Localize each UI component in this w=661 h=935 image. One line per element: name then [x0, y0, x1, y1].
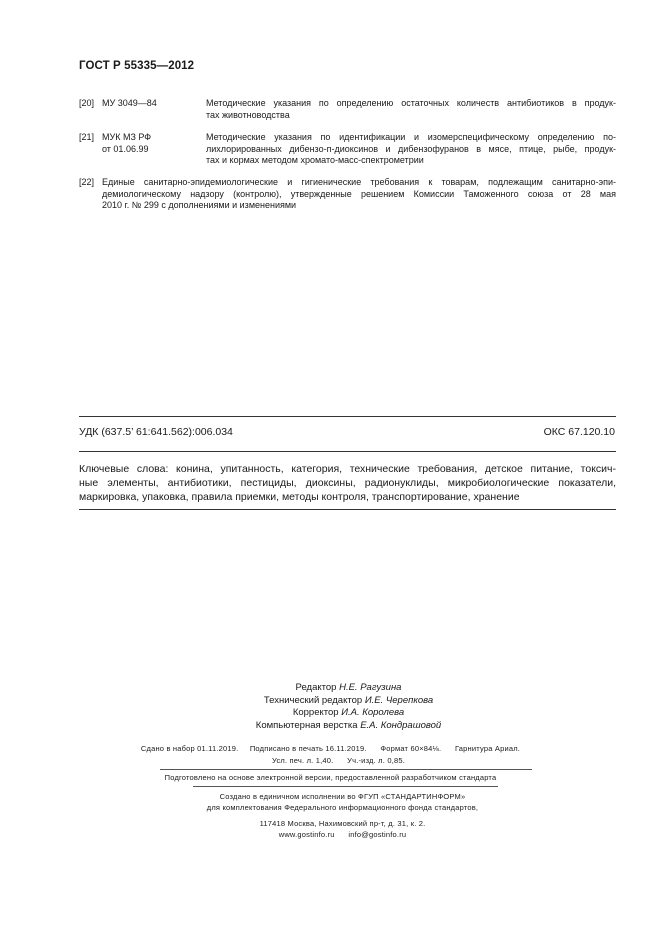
keywords-line: Ключевые слова: конина, упитанность, категория, технические требования, детское питание, токсич- [79, 463, 616, 475]
reference-code [102, 98, 202, 110]
publisher-contacts: www.gostinfo.ru info@gostinfo.ru [278, 830, 407, 839]
reference-code [102, 132, 202, 155]
reference-text-line: 2010 г. № 299 с дополнениями и изменениями [102, 200, 297, 210]
publication-sheets: Усл. печ. л. 1,40. Уч.-изд. л. 0,85. [271, 756, 406, 765]
keywords [79, 462, 616, 504]
reference-text-line: Единые санитарно-эпидемиологические и гигиенические требования к товарам, подлежащим санитарно-эпи- [102, 177, 616, 187]
editor-role: Технический редактор [263, 694, 363, 706]
publication-source-note: Подготовлено на основе электронной версии, предоставленной разработчиком стандарта [164, 773, 497, 782]
reference-entry [79, 177, 616, 213]
reference-code-line: от 01.06.99 [102, 143, 149, 154]
divider [79, 416, 616, 417]
editor-credit [0, 695, 661, 708]
publisher-line: Создано в единичном исполнении во ФГУП «СТАНДАРТИНФОРМ» [219, 792, 466, 801]
reference-number: [21] [79, 132, 95, 142]
reference-text-line: демиологическому надзору (контролю), утвержденные решением Комиссии Таможенного союза от 28 мая [102, 188, 616, 199]
reference-entry [79, 98, 616, 122]
editor-name: И.А. Королева [341, 707, 405, 718]
divider [193, 786, 498, 787]
publication-details: Сдано в набор 01.11.2019. Подписано в печать 16.11.2019. Формат 60×84⅛. Гарнитура Ариал. [140, 744, 521, 753]
reference-code-line: МУК МЗ РФ [102, 132, 152, 142]
editorial-credits [0, 682, 661, 732]
reference-number: [20] [79, 98, 95, 108]
editor-role: Корректор [292, 707, 339, 718]
reference-text-line: тах животноводства [206, 109, 290, 120]
reference-text [102, 177, 616, 212]
reference-text-line: тах и кормах методом хромато-масс-спектрометрии [206, 155, 424, 165]
editor-name: Е.А. Кондрашовой [360, 719, 442, 731]
divider [160, 769, 532, 770]
editor-credit [0, 707, 661, 720]
publisher-line: для комплектования Федерального информационного фонда стандартов, [206, 803, 479, 812]
reference-entry [79, 132, 616, 168]
editor-role: Компьютерная верстка [255, 719, 358, 731]
editor-credit [0, 720, 661, 733]
oks-code: ОКС 67.120.10 [543, 426, 615, 438]
editor-role: Редактор [295, 682, 337, 693]
reference-text [206, 132, 616, 167]
document-header: ГОСТ Р 55335—2012 [79, 60, 195, 72]
keywords-line: ные элементы, антибиотики, пестициды, диоксины, радионуклиды, микробиологические показатели, [79, 477, 616, 489]
editor-credit [0, 682, 661, 695]
publisher-address: 117418 Москва, Нахимовский пр-т, д. 31, к. 2. [259, 819, 426, 828]
reference-text-line: лихлорированных дибензо-п-диоксинов и дибензофуранов в мясе, птице, рыбе, продук- [206, 143, 616, 154]
udk-code: УДК (637.5’ 61:641.562):006.034 [79, 426, 233, 438]
reference-text [206, 98, 616, 121]
reference-text-line: Методические указания по идентификации и изомерспецифическому определению по- [206, 132, 616, 142]
divider [79, 451, 616, 452]
editor-name: И.Е. Черепкова [364, 694, 434, 706]
editor-name: Н.Е. Рагузина [339, 682, 402, 693]
reference-code-line: МУ 3049—84 [102, 98, 157, 108]
divider [79, 509, 616, 510]
keywords-line: маркировка, упаковка, правила приемки, методы контроля, транспортирование, хранение [79, 491, 520, 503]
reference-number: [22] [79, 177, 95, 187]
reference-text-line: Методические указания по определению остаточных количеств антибиотиков в продук- [206, 98, 616, 108]
